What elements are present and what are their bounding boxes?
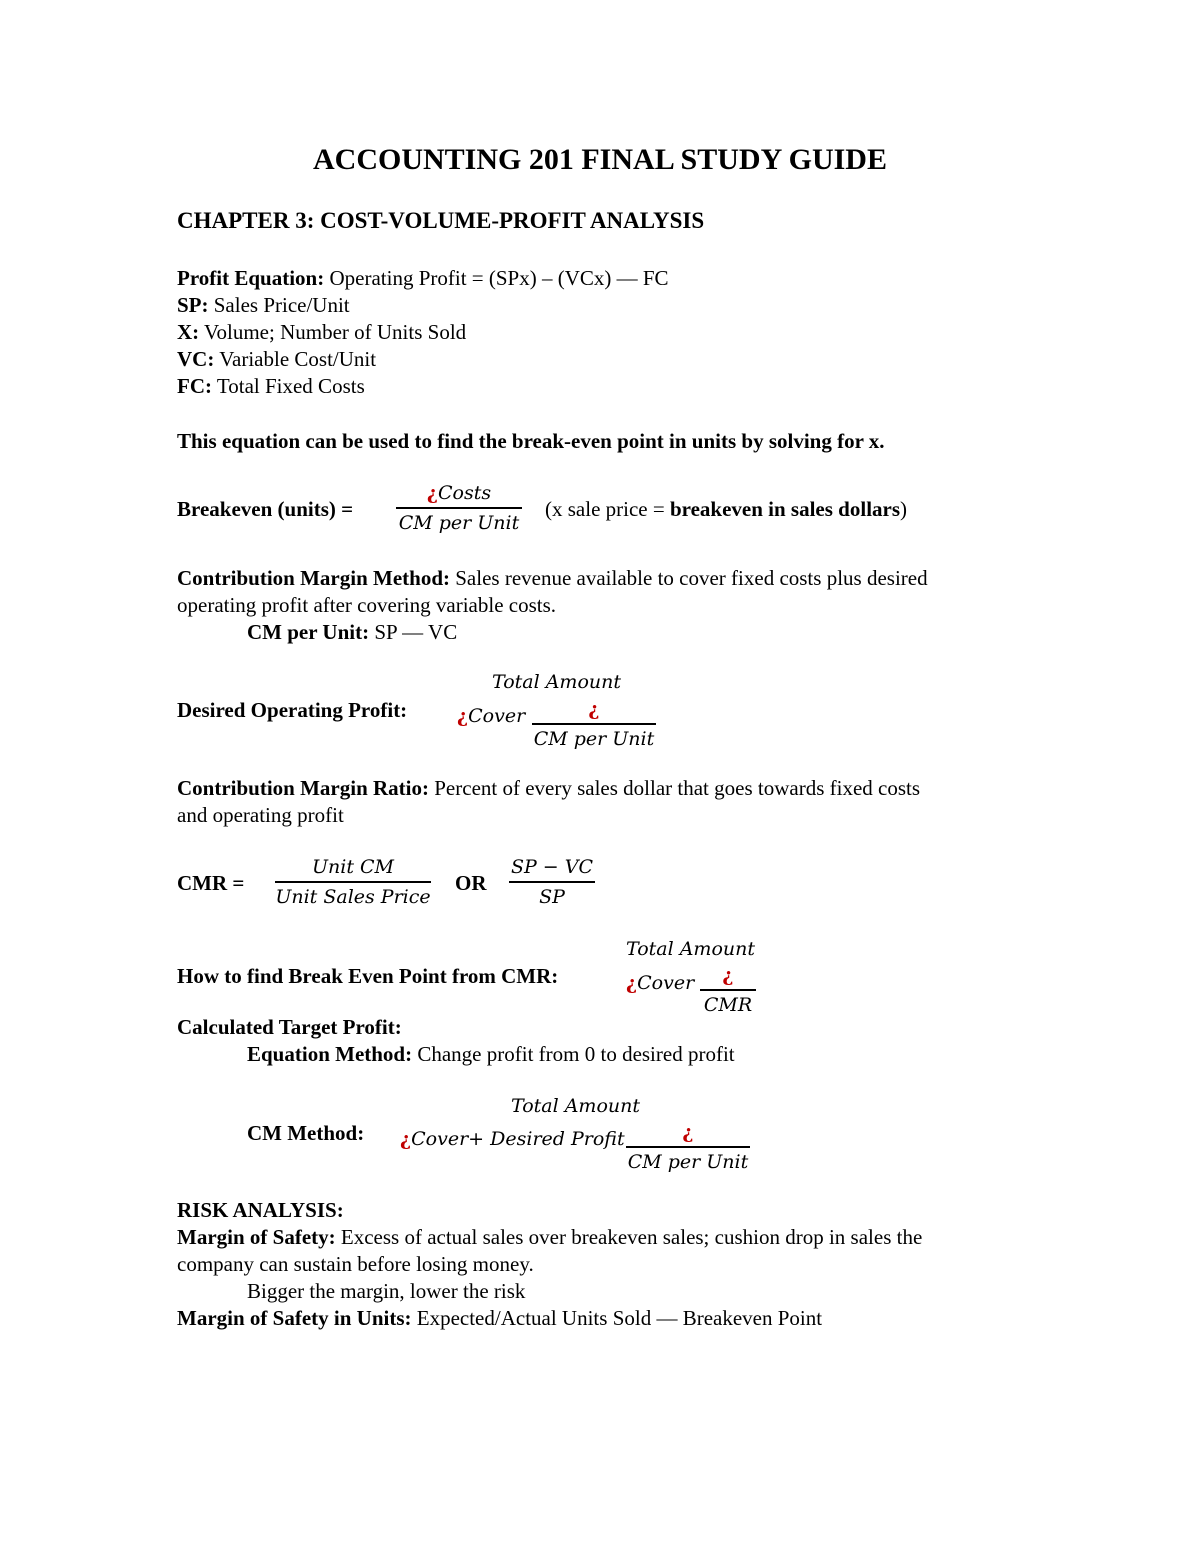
cmr-definition-line1 [177,775,920,802]
chapter-heading: CHAPTER 3: COST-VOLUME-PROFIT ANALYSIS [177,208,705,233]
missing-glyph: ¿ [400,1128,412,1150]
definition-text: Volume; Number of Units Sold [199,320,467,344]
margin-of-safety-line2: company can sustain before losing money. [177,1252,534,1276]
fraction-numerator [722,963,733,987]
missing-glyph: ¿ [457,705,469,727]
numerator-text: Costs [438,482,492,504]
breakeven-label: Breakeven (units) = [177,497,354,521]
cover-text: Cover [637,972,695,994]
fraction-bar [700,989,756,991]
note-close: ) [900,497,908,521]
profit-equation-text: Operating Profit = (SPx) – (VCx) — FC [324,266,669,290]
margin-of-safety-units-text: Expected/Actual Units Sold — Breakeven Point [411,1306,823,1330]
desired-profit-label: Desired Operating Profit: [177,698,408,722]
fraction-denominator: SP [539,886,565,908]
bep-cmr-total: Total Amount [626,938,756,960]
definition-label: X: [177,320,200,344]
equation-note: This equation can be used to find the break-even point in units by solving for x. [177,429,885,453]
target-profit-total: Total Amount [511,1095,641,1117]
missing-glyph: ¿ [682,1121,694,1143]
profit-equation-label: Profit Equation: [177,266,325,290]
profit-equation [177,265,669,292]
fraction-bar [396,507,522,509]
breakeven-note [545,496,907,523]
fraction-bar [275,881,431,883]
definition-fc [177,373,365,400]
breakeven-fraction [396,481,522,535]
note-bold: breakeven in sales dollars [669,497,901,521]
desired-profit-cover [457,705,525,727]
definition-text: Sales Price/Unit [208,293,350,317]
margin-of-safety-note: Bigger the margin, lower the risk [247,1279,526,1303]
fraction-numerator: Unit CM [312,856,394,878]
cm-per-unit-label: CM per Unit: [247,620,370,644]
cm-method-label-2: CM Method: [247,1121,365,1145]
definition-sp [177,292,350,319]
cover-text: Cover+ Desired Profit [411,1128,625,1150]
cmr-label: CMR = [177,871,245,895]
target-profit-fraction [626,1120,750,1174]
fraction-bar [626,1146,750,1148]
definition-label: VC: [177,347,215,371]
cmr-or: OR [455,871,487,895]
margin-of-safety-text: Excess of actual sales over breakeven sales; cushion drop in sales the [335,1225,923,1249]
target-profit-cover [400,1128,625,1150]
cmr-definition-label: Contribution Margin Ratio: [177,776,429,800]
cm-method-line2: operating profit after covering variable costs. [177,593,557,617]
cm-per-unit [247,619,457,646]
target-profit-label: Calculated Target Profit: [177,1015,402,1039]
missing-glyph: ¿ [626,972,638,994]
cm-method-text: Sales revenue available to cover fixed costs plus desired [450,566,928,590]
fraction-numerator [588,697,599,721]
margin-of-safety-line1 [177,1224,922,1251]
fraction-denominator: Unit Sales Price [275,886,431,908]
definition-text: Total Fixed Costs [212,374,365,398]
cm-method-label: Contribution Margin Method: [177,566,450,590]
margin-of-safety-label: Margin of Safety: [177,1225,336,1249]
note-text: (x sale price = [545,497,670,521]
cmr-definition-line2: and operating profit [177,803,344,827]
fraction-bar [532,723,656,725]
missing-glyph: ¿ [722,964,734,986]
bep-cmr-fraction [700,963,756,1017]
definition-text: Variable Cost/Unit [214,347,377,371]
definition-label: SP: [177,293,209,317]
bep-cmr-label: How to find Break Even Point from CMR: [177,964,559,988]
fraction-numerator [682,1120,693,1144]
cm-per-unit-text: SP — VC [369,620,458,644]
risk-heading: RISK ANALYSIS: [177,1198,344,1222]
desired-profit-total: Total Amount [492,671,622,693]
equation-method [247,1041,735,1068]
equation-method-label: Equation Method: [247,1042,413,1066]
cmr-fraction-1 [275,855,431,909]
fraction-denominator: CM per Unit [627,1151,749,1173]
cmr-definition-text: Percent of every sales dollar that goes towards fixed costs [429,776,921,800]
bep-cmr-cover [626,972,694,994]
document-title: ACCOUNTING 201 FINAL STUDY GUIDE [313,143,887,176]
margin-of-safety-units-label: Margin of Safety in Units: [177,1306,412,1330]
fraction-denominator: CMR [703,994,753,1016]
definition-vc [177,346,376,373]
fraction-bar [509,881,595,883]
cover-text: Cover [468,705,526,727]
definition-label: FC: [177,374,212,398]
cmr-fraction-2 [509,855,595,909]
fraction-denominator: CM per Unit [398,512,520,534]
desired-profit-fraction [532,697,656,751]
fraction-numerator: SP − VC [510,856,594,878]
fraction-denominator: CM per Unit [533,728,655,750]
missing-glyph: ¿ [588,698,600,720]
margin-of-safety-units [177,1305,822,1332]
missing-glyph: ¿ [426,482,438,504]
fraction-numerator [427,481,491,505]
equation-method-text: Change profit from 0 to desired profit [412,1042,735,1066]
cm-method-line1 [177,565,928,592]
definition-x [177,319,466,346]
